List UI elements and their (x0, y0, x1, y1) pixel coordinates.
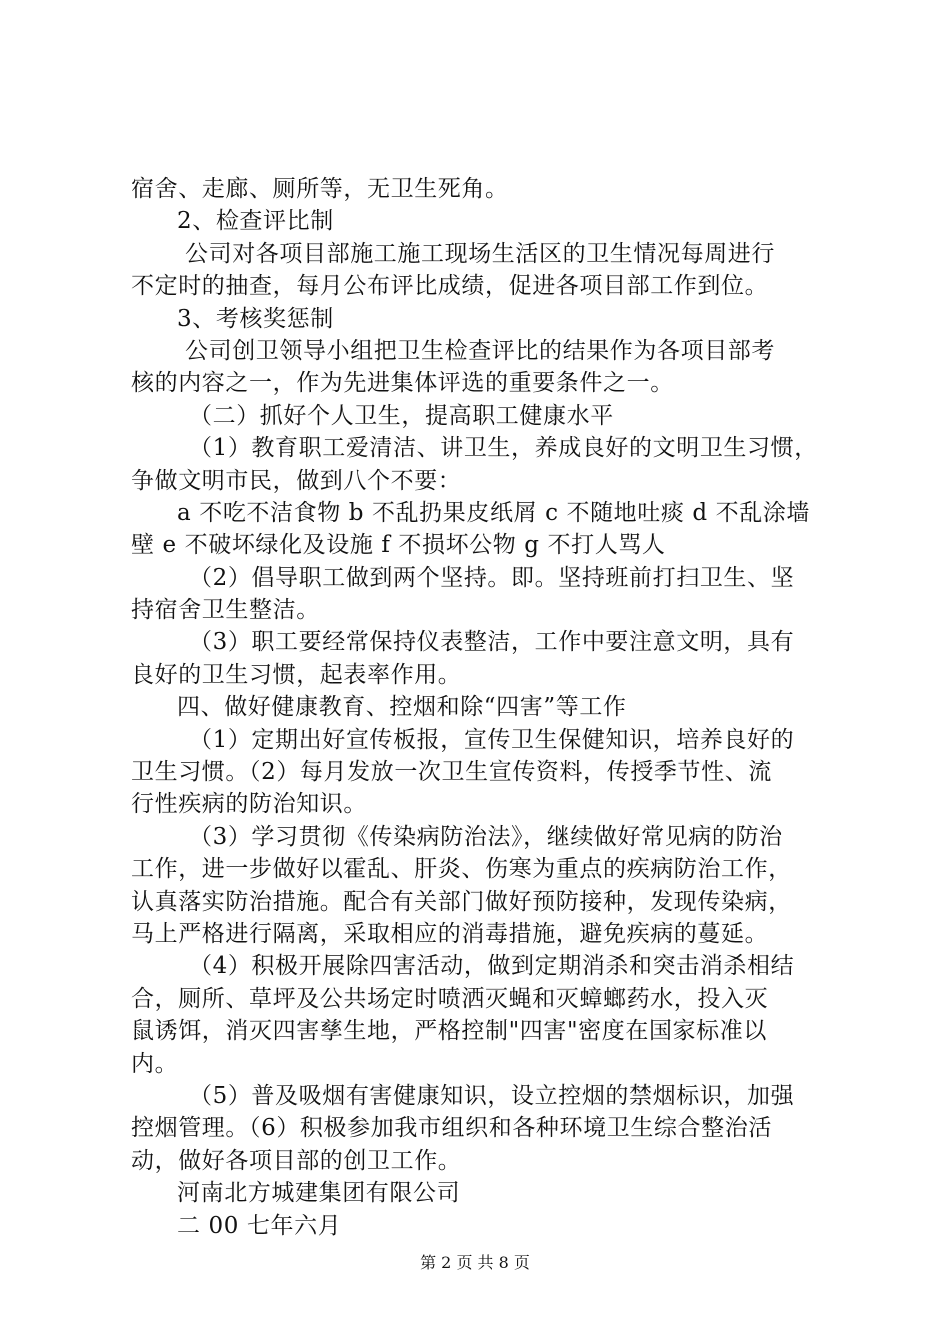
text-line: （4）积极开展除四害活动，做到定期消杀和突击消杀相结 (189, 953, 795, 980)
text-line: 卫生习惯。（2）每月发放一次卫生宣传资料，传授季节性、流 (131, 759, 772, 786)
document-body (131, 173, 831, 1242)
text-line: 2、检查评比制 (177, 208, 334, 235)
text-line: 公司对各项目部施工施工现场生活区的卫生情况每周进行 (185, 240, 775, 267)
text-line: 河南北方城建集团有限公司 (177, 1180, 461, 1207)
text-line: 内。 (131, 1050, 179, 1077)
text-line: 马上严格进行隔离，采取相应的消毒措施，避免疾病的蔓延。 (131, 920, 769, 947)
text-line: （3）职工要经常保持仪表整洁，工作中要注意文明，具有 (189, 629, 795, 656)
text-line: （3）学习贯彻《传染病防治法》，继续做好常见病的防治 (189, 823, 783, 850)
text-line: 鼠诱饵，消灭四害孳生地，严格控制"四害"密度在国家标准以 (131, 1018, 767, 1045)
text-line: 动，做好各项目部的创卫工作。 (131, 1147, 462, 1174)
text-line: 不定时的抽查，每月公布评比成绩，促进各项目部工作到位。 (131, 273, 769, 300)
text-line: 核的内容之一，作为先进集体评选的重要条件之一。 (131, 370, 674, 397)
text-line: 公司创卫领导小组把卫生检查评比的结果作为各项目部考 (185, 337, 775, 364)
text-line: （1）教育职工爱清洁、讲卫生，养成良好的文明卫生习惯， (189, 435, 818, 462)
text-line: 四、做好健康教育、控烟和除“四害”等工作 (177, 694, 627, 721)
text-line: （2）倡导职工做到两个坚持。即。坚持班前打扫卫生、坚 (189, 564, 795, 591)
text-line: 良好的卫生习惯，起表率作用。 (131, 661, 462, 688)
text-line: 3、考核奖惩制 (177, 305, 334, 332)
text-line: 合，厕所、草坪及公共场定时喷洒灭蝇和灭蟑螂药水，投入灭 (131, 985, 769, 1012)
text-line: 认真落实防治措施。配合有关部门做好预防接种，发现传染病， (131, 888, 792, 915)
text-line: 二 00 七年六月 (177, 1212, 342, 1239)
text-line: 宿舍、走廊、厕所等，无卫生死角。 (131, 176, 509, 202)
text-line: （二）抓好个人卫生，提高职工健康水平 (189, 402, 614, 429)
text-line: 持宿舍卫生整洁。 (131, 597, 320, 624)
text-line: 壁 e 不破坏绿化及设施 f 不损坏公物 g 不打人骂人 (131, 532, 666, 559)
text-line: 控烟管理。（6）积极参加我市组织和各种环境卫生综合整治活 (131, 1115, 772, 1142)
text-line: a 不吃不洁食物 b 不乱扔果皮纸屑 c 不随地吐痰 d 不乱涂墙 (177, 499, 811, 526)
text-line: （1）定期出好宣传板报，宣传卫生保健知识，培养良好的 (189, 726, 795, 753)
text-line: 争做文明市民，做到八个不要： (131, 467, 462, 494)
text-line: 工作，进一步做好以霍乱、肝炎、伤寒为重点的疾病防治工作， (131, 856, 792, 883)
text-line: 行性疾病的防治知识。 (131, 791, 367, 818)
page-footer: 第 2 页 共 8 页 (420, 1253, 530, 1272)
text-line: （5）普及吸烟有害健康知识，设立控烟的禁烟标识，加强 (189, 1082, 795, 1109)
